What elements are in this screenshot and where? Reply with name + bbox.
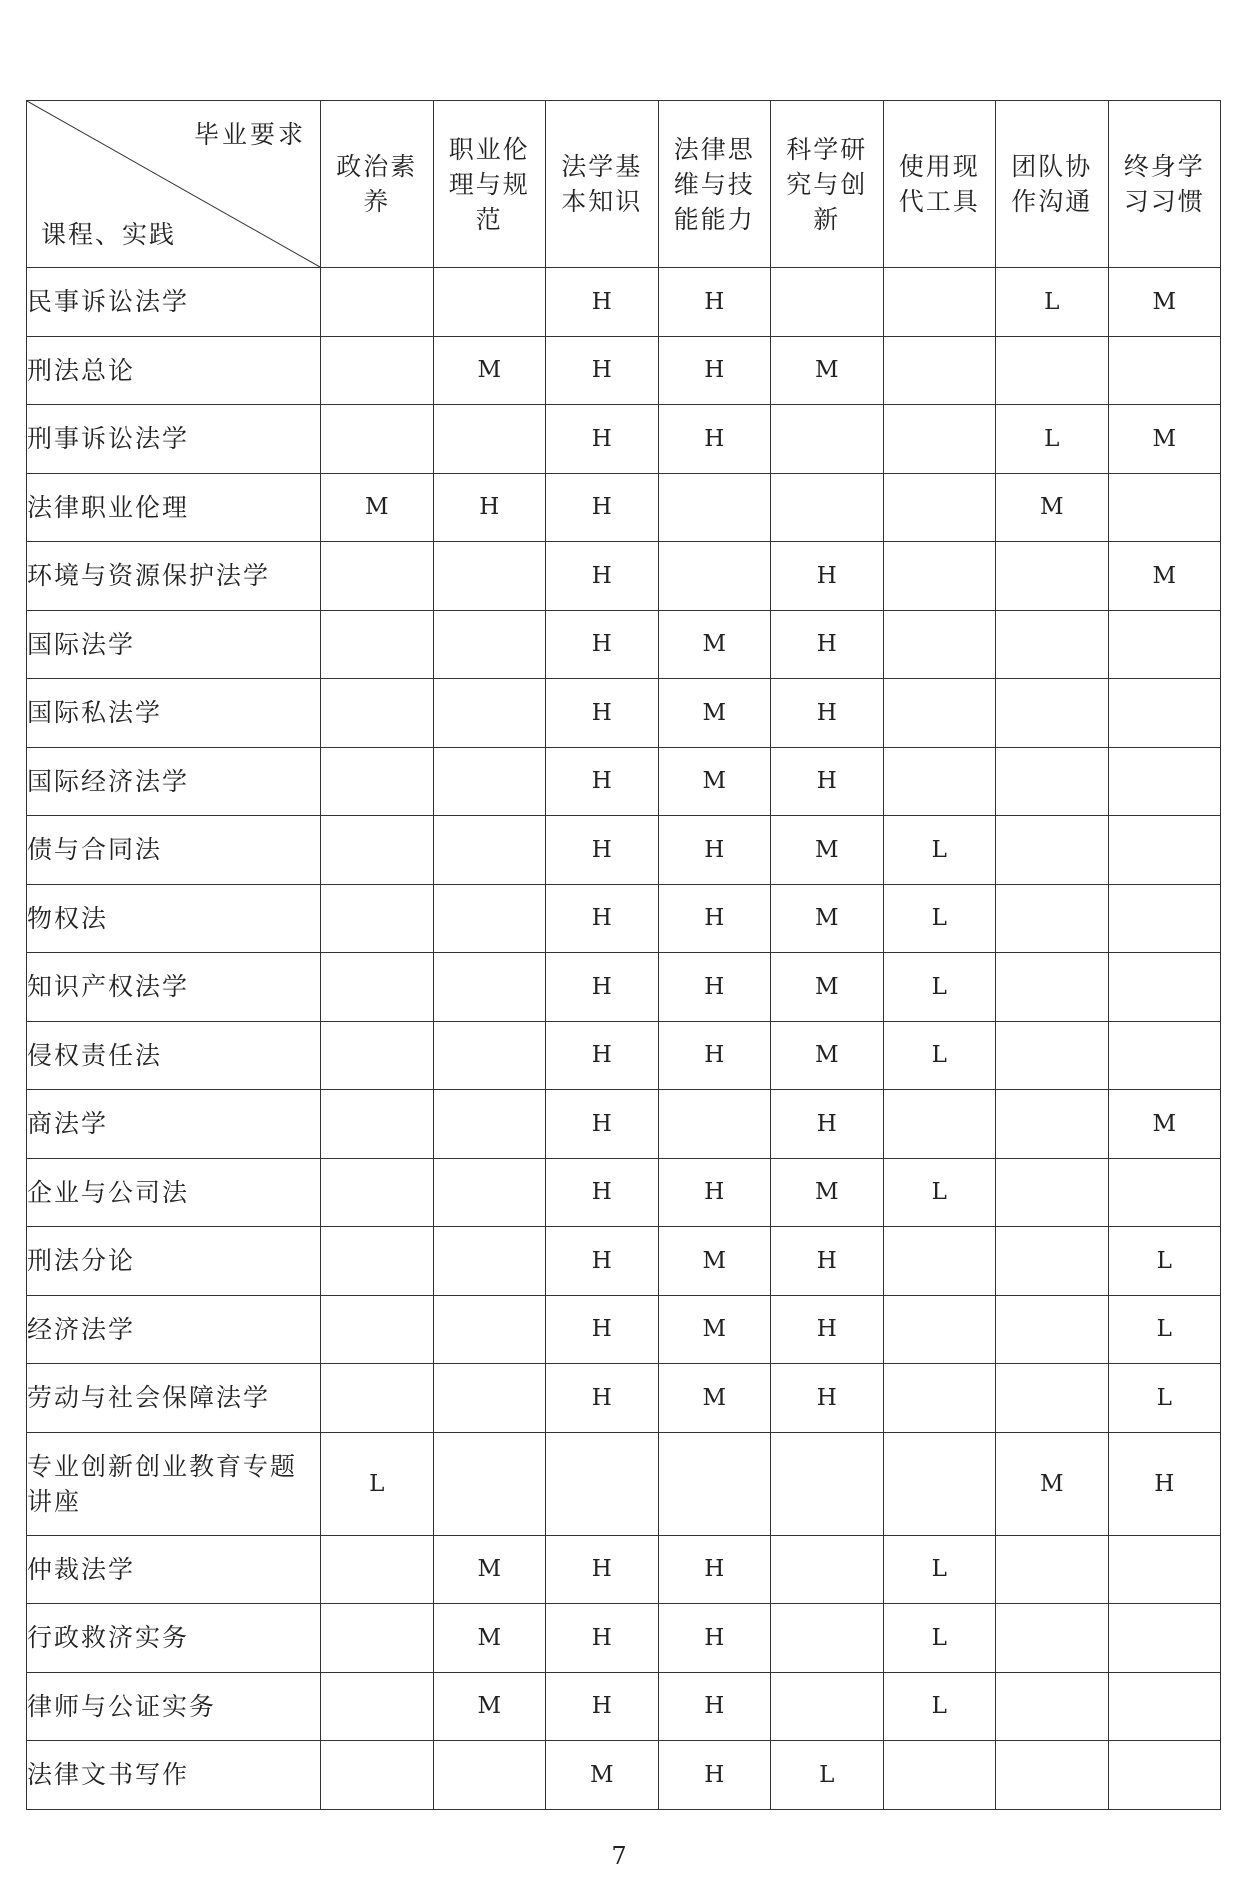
table-row <box>27 679 1221 748</box>
support-level-cell: L <box>883 884 996 953</box>
table-row <box>27 473 1221 542</box>
support-level-cell: M <box>433 1604 546 1673</box>
course-name: 民事诉讼法学 <box>27 268 321 337</box>
support-level-cell <box>321 1535 434 1604</box>
support-level-cell: H <box>546 542 659 611</box>
support-level-cell <box>996 1604 1109 1673</box>
support-level-cell: L <box>883 816 996 885</box>
support-level-cell <box>996 953 1109 1022</box>
support-level-cell <box>433 268 546 337</box>
column-header: 法学基本知识 <box>546 101 659 268</box>
support-level-cell <box>658 1090 771 1159</box>
support-level-cell: M <box>771 953 884 1022</box>
support-level-cell <box>433 1090 546 1159</box>
support-level-cell <box>996 1295 1109 1364</box>
support-level-cell: H <box>546 1535 659 1604</box>
support-level-cell <box>321 1741 434 1810</box>
support-level-cell: H <box>546 1158 659 1227</box>
support-level-cell <box>321 1021 434 1090</box>
support-level-cell <box>321 953 434 1022</box>
support-level-cell: M <box>771 816 884 885</box>
support-level-cell <box>996 679 1109 748</box>
support-level-cell: M <box>433 1535 546 1604</box>
support-level-cell: H <box>771 747 884 816</box>
support-level-cell: M <box>658 610 771 679</box>
support-level-cell: H <box>658 1021 771 1090</box>
course-name: 物权法 <box>27 884 321 953</box>
support-level-cell <box>433 679 546 748</box>
support-level-cell: H <box>546 1090 659 1159</box>
support-level-cell <box>883 1227 996 1296</box>
course-name: 商法学 <box>27 1090 321 1159</box>
support-level-cell <box>433 1741 546 1810</box>
support-level-cell <box>321 336 434 405</box>
support-level-cell: M <box>658 1364 771 1433</box>
corner-label-requirements: 毕业要求 <box>193 120 306 149</box>
support-level-cell: H <box>546 816 659 885</box>
support-level-cell: H <box>658 1672 771 1741</box>
support-level-cell: H <box>658 268 771 337</box>
table-row <box>27 1672 1221 1741</box>
support-level-cell: H <box>546 884 659 953</box>
support-level-cell <box>546 1432 659 1535</box>
support-level-cell: M <box>1108 1090 1221 1159</box>
support-level-cell: H <box>771 1227 884 1296</box>
table-row <box>27 405 1221 474</box>
support-level-cell <box>883 679 996 748</box>
support-level-cell: L <box>883 1604 996 1673</box>
support-level-cell <box>433 1295 546 1364</box>
table-row <box>27 1021 1221 1090</box>
support-level-cell: M <box>321 473 434 542</box>
table-row <box>27 1364 1221 1433</box>
support-level-cell <box>321 1227 434 1296</box>
support-level-cell <box>996 1021 1109 1090</box>
support-level-cell: H <box>546 1295 659 1364</box>
support-level-cell: M <box>658 1227 771 1296</box>
course-name: 知识产权法学 <box>27 953 321 1022</box>
matrix-table <box>26 100 1221 1810</box>
support-level-cell: M <box>1108 268 1221 337</box>
support-level-cell <box>321 1158 434 1227</box>
support-level-cell <box>1108 1672 1221 1741</box>
support-level-cell: M <box>546 1741 659 1810</box>
support-level-cell: L <box>1108 1227 1221 1296</box>
table-row <box>27 610 1221 679</box>
support-level-cell <box>1108 610 1221 679</box>
support-level-cell: L <box>321 1432 434 1535</box>
page-number: 7 <box>611 1842 627 1870</box>
support-level-cell <box>883 473 996 542</box>
support-level-cell: M <box>658 747 771 816</box>
support-level-cell <box>883 542 996 611</box>
support-level-cell: L <box>1108 1364 1221 1433</box>
support-level-cell: H <box>658 884 771 953</box>
table-row <box>27 1227 1221 1296</box>
support-level-cell <box>996 1672 1109 1741</box>
support-level-cell <box>321 1090 434 1159</box>
support-level-cell: H <box>546 336 659 405</box>
support-level-cell: M <box>771 1158 884 1227</box>
table-row <box>27 1604 1221 1673</box>
course-name: 侵权责任法 <box>27 1021 321 1090</box>
support-level-cell <box>996 816 1109 885</box>
column-header: 终身学习习惯 <box>1108 101 1221 268</box>
support-level-cell <box>321 1364 434 1433</box>
course-name: 劳动与社会保障法学 <box>27 1364 321 1433</box>
support-level-cell <box>883 336 996 405</box>
support-level-cell <box>1108 953 1221 1022</box>
support-level-cell <box>883 610 996 679</box>
support-level-cell: H <box>658 1158 771 1227</box>
support-level-cell: L <box>1108 1295 1221 1364</box>
support-level-cell <box>883 1295 996 1364</box>
support-level-cell <box>321 884 434 953</box>
support-level-cell <box>1108 1158 1221 1227</box>
support-level-cell: H <box>546 1672 659 1741</box>
support-level-cell: H <box>546 1021 659 1090</box>
support-level-cell: H <box>546 1364 659 1433</box>
support-level-cell: M <box>996 473 1109 542</box>
support-level-cell <box>321 1295 434 1364</box>
support-level-cell: H <box>1108 1432 1221 1535</box>
support-level-cell <box>433 610 546 679</box>
support-level-cell: H <box>546 679 659 748</box>
support-level-cell: H <box>658 1604 771 1673</box>
support-level-cell <box>1108 679 1221 748</box>
support-level-cell <box>883 1741 996 1810</box>
support-level-cell: M <box>658 1295 771 1364</box>
course-name: 刑法总论 <box>27 336 321 405</box>
course-name: 债与合同法 <box>27 816 321 885</box>
support-level-cell <box>996 1090 1109 1159</box>
support-level-cell <box>433 1364 546 1433</box>
table-row <box>27 542 1221 611</box>
corner-header-cell <box>27 101 321 268</box>
support-level-cell <box>433 1432 546 1535</box>
support-level-cell: M <box>433 336 546 405</box>
course-name: 刑事诉讼法学 <box>27 405 321 474</box>
column-header: 科学研究与创新 <box>771 101 884 268</box>
support-level-cell <box>1108 747 1221 816</box>
support-level-cell <box>1108 1021 1221 1090</box>
support-level-cell: H <box>546 610 659 679</box>
support-level-cell: H <box>546 1227 659 1296</box>
column-header: 政治素养 <box>321 101 434 268</box>
support-level-cell: M <box>1108 542 1221 611</box>
support-level-cell: L <box>883 1535 996 1604</box>
support-level-cell: M <box>771 884 884 953</box>
support-level-cell <box>996 1364 1109 1433</box>
support-level-cell <box>433 816 546 885</box>
support-level-cell <box>996 336 1109 405</box>
support-level-cell <box>771 1432 884 1535</box>
table-row <box>27 747 1221 816</box>
support-level-cell: H <box>546 1604 659 1673</box>
corner-label-courses: 课程、实践 <box>41 220 177 249</box>
course-name: 行政救济实务 <box>27 1604 321 1673</box>
support-level-cell: H <box>658 336 771 405</box>
course-name: 国际法学 <box>27 610 321 679</box>
support-level-cell <box>321 1604 434 1673</box>
support-level-cell <box>321 1672 434 1741</box>
support-level-cell: H <box>546 268 659 337</box>
support-level-cell <box>996 542 1109 611</box>
header-row <box>27 101 1221 268</box>
support-level-cell <box>996 1741 1109 1810</box>
support-level-cell <box>321 610 434 679</box>
support-level-cell <box>883 747 996 816</box>
course-name: 法律文书写作 <box>27 1741 321 1810</box>
support-level-cell <box>658 1432 771 1535</box>
course-name: 律师与公证实务 <box>27 1672 321 1741</box>
support-level-cell <box>433 405 546 474</box>
table-row <box>27 953 1221 1022</box>
support-level-cell: M <box>1108 405 1221 474</box>
support-level-cell: H <box>546 405 659 474</box>
support-level-cell <box>1108 884 1221 953</box>
support-level-cell <box>321 816 434 885</box>
table-row <box>27 816 1221 885</box>
support-level-cell <box>433 1021 546 1090</box>
support-level-cell: L <box>883 1021 996 1090</box>
support-level-cell: H <box>658 1535 771 1604</box>
course-name: 经济法学 <box>27 1295 321 1364</box>
course-name: 国际私法学 <box>27 679 321 748</box>
support-level-cell <box>771 268 884 337</box>
support-level-cell: H <box>658 1741 771 1810</box>
course-name: 刑法分论 <box>27 1227 321 1296</box>
support-level-cell <box>321 405 434 474</box>
support-level-cell <box>883 268 996 337</box>
course-name: 仲裁法学 <box>27 1535 321 1604</box>
support-level-cell <box>1108 336 1221 405</box>
support-level-cell <box>996 747 1109 816</box>
course-name: 企业与公司法 <box>27 1158 321 1227</box>
support-level-cell: M <box>996 1432 1109 1535</box>
support-level-cell: H <box>658 816 771 885</box>
support-level-cell: M <box>433 1672 546 1741</box>
support-level-cell <box>433 953 546 1022</box>
support-level-cell: H <box>771 1090 884 1159</box>
table-row <box>27 884 1221 953</box>
table-row <box>27 1535 1221 1604</box>
course-name: 专业创新创业教育专题讲座 <box>27 1432 321 1535</box>
support-level-cell <box>996 1535 1109 1604</box>
support-level-cell <box>771 1604 884 1673</box>
support-level-cell <box>433 747 546 816</box>
column-header: 法律思维与技能能力 <box>658 101 771 268</box>
course-name: 国际经济法学 <box>27 747 321 816</box>
support-level-cell: L <box>883 953 996 1022</box>
course-requirement-matrix <box>26 100 1220 1810</box>
support-level-cell <box>883 1364 996 1433</box>
table-row <box>27 1741 1221 1810</box>
support-level-cell <box>1108 1741 1221 1810</box>
table-row <box>27 1158 1221 1227</box>
support-level-cell: L <box>996 268 1109 337</box>
support-level-cell: H <box>771 1364 884 1433</box>
support-level-cell <box>996 610 1109 679</box>
support-level-cell <box>996 1227 1109 1296</box>
support-level-cell <box>321 679 434 748</box>
column-header: 职业伦理与规范 <box>433 101 546 268</box>
support-level-cell: L <box>996 405 1109 474</box>
column-header: 使用现代工具 <box>883 101 996 268</box>
support-level-cell <box>883 405 996 474</box>
support-level-cell: H <box>546 473 659 542</box>
support-level-cell <box>771 473 884 542</box>
support-level-cell <box>1108 1604 1221 1673</box>
support-level-cell: M <box>771 1021 884 1090</box>
support-level-cell: L <box>771 1741 884 1810</box>
support-level-cell: H <box>658 405 771 474</box>
support-level-cell: M <box>771 336 884 405</box>
support-level-cell <box>1108 1535 1221 1604</box>
support-level-cell <box>883 1090 996 1159</box>
support-level-cell <box>321 747 434 816</box>
support-level-cell: H <box>546 953 659 1022</box>
support-level-cell <box>771 405 884 474</box>
support-level-cell <box>1108 473 1221 542</box>
support-level-cell <box>433 1227 546 1296</box>
table-row <box>27 268 1221 337</box>
support-level-cell <box>771 1672 884 1741</box>
support-level-cell: H <box>771 542 884 611</box>
support-level-cell: H <box>546 747 659 816</box>
support-level-cell: H <box>433 473 546 542</box>
matrix-body <box>27 268 1221 1810</box>
table-row <box>27 1432 1221 1535</box>
support-level-cell <box>433 1158 546 1227</box>
table-row <box>27 1295 1221 1364</box>
support-level-cell <box>321 542 434 611</box>
support-level-cell <box>658 542 771 611</box>
support-level-cell <box>996 884 1109 953</box>
course-name: 法律职业伦理 <box>27 473 321 542</box>
support-level-cell <box>883 1432 996 1535</box>
table-row <box>27 336 1221 405</box>
course-name: 环境与资源保护法学 <box>27 542 321 611</box>
support-level-cell: H <box>658 953 771 1022</box>
support-level-cell <box>771 1535 884 1604</box>
support-level-cell <box>658 473 771 542</box>
support-level-cell <box>433 884 546 953</box>
support-level-cell: M <box>658 679 771 748</box>
support-level-cell <box>1108 816 1221 885</box>
support-level-cell: L <box>883 1672 996 1741</box>
support-level-cell: H <box>771 610 884 679</box>
support-level-cell <box>321 268 434 337</box>
support-level-cell <box>996 1158 1109 1227</box>
support-level-cell: L <box>883 1158 996 1227</box>
column-header: 团队协作沟通 <box>996 101 1109 268</box>
table-row <box>27 1090 1221 1159</box>
support-level-cell: H <box>771 1295 884 1364</box>
support-level-cell: H <box>771 679 884 748</box>
support-level-cell <box>433 542 546 611</box>
